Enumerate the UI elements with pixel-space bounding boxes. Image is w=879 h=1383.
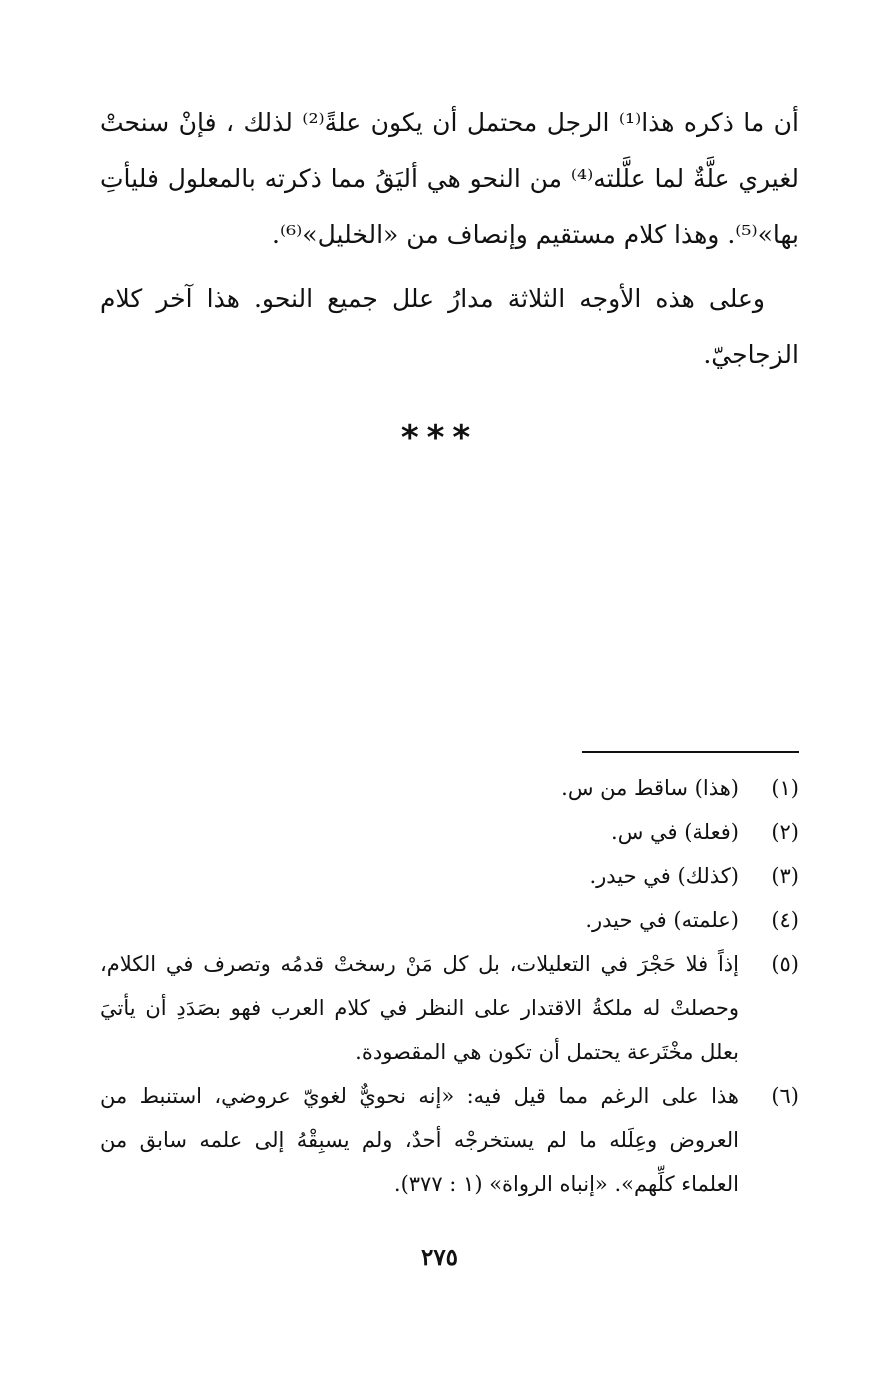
footnote-number: (٢) bbox=[771, 820, 799, 844]
footnote-number: (٥) bbox=[771, 952, 799, 976]
footnotes bbox=[100, 766, 799, 1206]
section-separator: *** bbox=[400, 418, 479, 458]
footnote-number: (٣) bbox=[771, 864, 799, 888]
footnote-number: (٦) bbox=[771, 1084, 799, 1108]
footnote-item bbox=[100, 898, 799, 942]
footnote-divider bbox=[582, 751, 799, 753]
footnote-number: (٤) bbox=[771, 908, 799, 932]
main-paragraph-1: أن ما ذكره هذا⁽¹⁾ الرجل محتمل أن يكون علةً⁽²⁾ لذلك ، فإنْ سنحتْ لغيري علَّةٌ لما علَّلته⁽⁴⁾ من النحو هي أليَقُ مما ذكرته بالمعلول فليأتِ بها»⁽⁵⁾. وهذا كلام مستقيم وإنصاف من «الخليل»⁽⁶⁾. bbox=[100, 108, 799, 249]
footnote-item bbox=[100, 1074, 799, 1206]
page-number: ٢٧٥ bbox=[420, 1244, 459, 1271]
main-paragraph-2: وعلى هذه الأوجه الثلاثة مدارُ علل جميع النحو. هذا آخر كلام الزجاجيّ. bbox=[100, 284, 799, 369]
footnote-item bbox=[100, 810, 799, 854]
main-text bbox=[100, 95, 799, 383]
footnote-text: (فعلة) في س. bbox=[611, 820, 739, 844]
footnote-item bbox=[100, 766, 799, 810]
footnote-item bbox=[100, 854, 799, 898]
footnote-item bbox=[100, 942, 799, 1074]
footnote-text: (كذلك) في حيدر. bbox=[589, 864, 739, 888]
footnote-text: (علمته) في حيدر. bbox=[585, 908, 739, 932]
footnote-text: (هذا) ساقط من س. bbox=[561, 776, 739, 800]
footnote-text: إذاً فلا حَجْرَ في التعليلات، بل كل مَنْ رسختْ قدمُه وتصرف في الكلام، وحصلتْ له ملكةُ الاقتدار على النظر في كلام العرب فهو بصَدَدِ أن يأتيَ بعلل مخْتَرعة يحتمل أن تكون هي المقصودة. bbox=[100, 952, 739, 1064]
footnote-number: (١) bbox=[771, 776, 799, 800]
footnote-text: هذا على الرغم مما قيل فيه: «إنه نحويٌّ لغويّ عروضي، استنبط من العروض وعِلَله ما لم يستخرجْه أحدٌ، ولم يسبِقْهُ إلى علمه سابق من العلماء كلِّهم». «إنباه الرواة» (١ : ٣٧٧). bbox=[100, 1084, 739, 1196]
